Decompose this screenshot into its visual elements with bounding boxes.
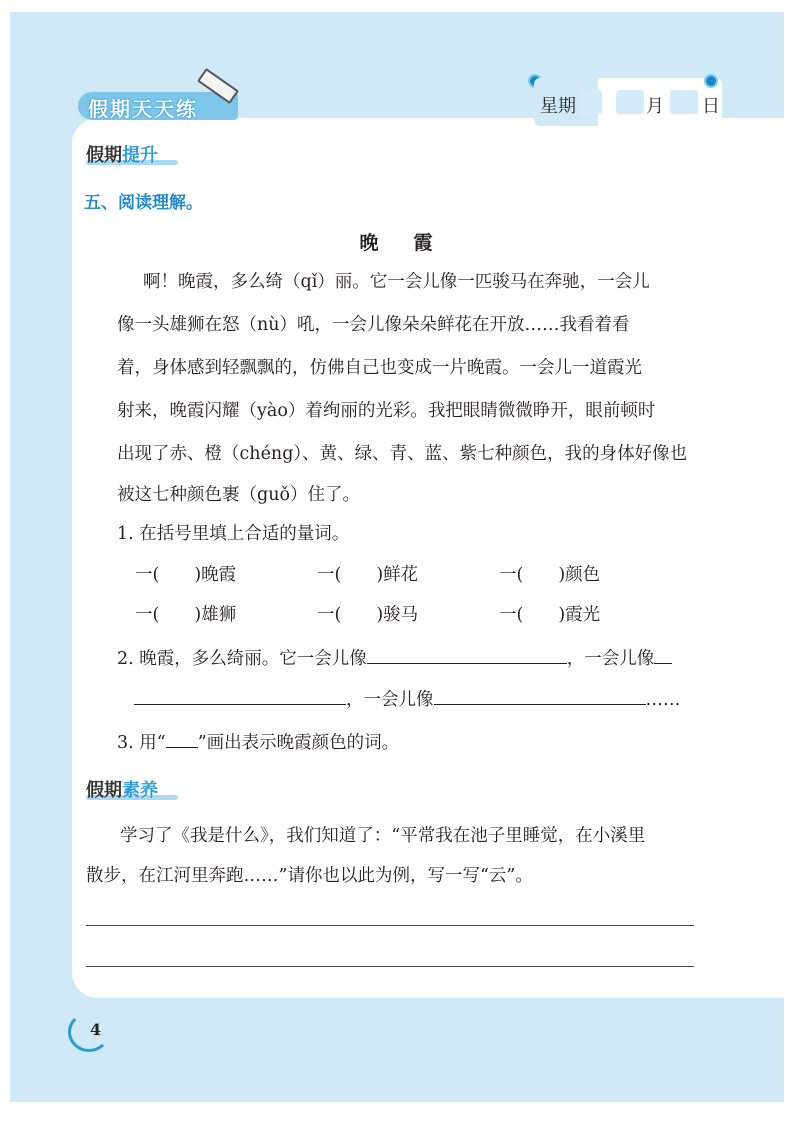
section-highlight: 素养 [122,780,158,801]
q3-text: 3. 用“ [117,733,166,753]
passage-title: 晚 霞 [359,232,441,254]
section-prefix: 假期 [86,780,122,801]
section-highlight: 提升 [122,145,158,166]
q3-text: ”画出表示晚霞颜色的词。 [197,733,400,753]
answer-blank[interactable] [367,645,567,664]
task-line: 散步，在江河里奔跑……”请你也以此为例，写一写“云”。 [86,866,533,886]
passage-line: 出现了赤、橙（chéng）、黄、绿、青、蓝、紫七种颜色，我的身体好像也 [117,444,688,464]
measure-word-item[interactable]: 一( )颜色 [499,565,601,585]
passage-line: 啊！晚霞，多么绮（qǐ）丽。它一会儿像一匹骏马在奔驰，一会儿 [143,272,650,292]
q3-line [117,729,399,754]
writing-line[interactable] [86,925,694,926]
month-label: 月 [646,96,664,117]
month-field[interactable] [616,90,644,114]
swirl-icon [68,1012,110,1052]
section-heading-tisheng [86,141,158,167]
measure-word-item[interactable]: 一( )骏马 [317,605,419,625]
measure-word-item[interactable]: 一( )霞光 [499,605,601,625]
measure-word-item[interactable]: 一( )雄狮 [135,605,237,625]
writing-line[interactable] [86,966,694,967]
page-number: 4 [90,1020,102,1039]
banner-title: 假期天天练 [88,97,198,121]
measure-word-item[interactable]: 一( )晚霞 [135,565,237,585]
question-title: 五、阅读理解。 [84,193,203,213]
day-field[interactable] [670,90,698,114]
answer-blank[interactable] [434,686,646,705]
section-heading-suyang [86,776,158,802]
week-field[interactable] [580,90,602,114]
q2-line-1 [117,645,672,670]
q2-text: ，一会儿像 [566,649,655,669]
date-box [534,78,722,126]
pin-icon [704,74,718,88]
page-number-badge [68,1008,110,1048]
task-line: 学习了《我是什么》，我们知道了：“平常我在池子里睡觉，在小溪里 [120,826,646,846]
section-prefix: 假期 [86,145,122,166]
q2-text: …… [645,690,681,710]
answer-blank[interactable] [166,729,198,748]
answer-blank[interactable] [134,686,346,705]
q2-line-2 [134,686,681,711]
passage-line: 被这七种颜色裹（guǒ）住了。 [117,485,361,505]
day-label: 日 [702,96,720,117]
passage-line: 像一头雄狮在怒（nù）吼，一会儿像朵朵鲜花在开放……我看着看 [117,315,630,335]
passage-line: 着，身体感到轻飘飘的，仿佛自己也变成一片晚霞。一会儿一道霞光 [117,358,642,378]
measure-word-item[interactable]: 一( )鲜花 [317,565,419,585]
week-label: 星期 [540,96,576,117]
q2-text: ，一会儿像 [346,690,434,710]
answer-blank[interactable] [654,645,672,664]
passage-line: 射来，晚霞闪耀（yào）着绚丽的光彩。我把眼睛微微睁开，眼前顿时 [117,401,656,421]
q2-text: 2. 晚霞，多么绮丽。它一会儿像 [117,649,367,669]
q1-prompt: 1. 在括号里填上合适的量词。 [117,524,350,544]
